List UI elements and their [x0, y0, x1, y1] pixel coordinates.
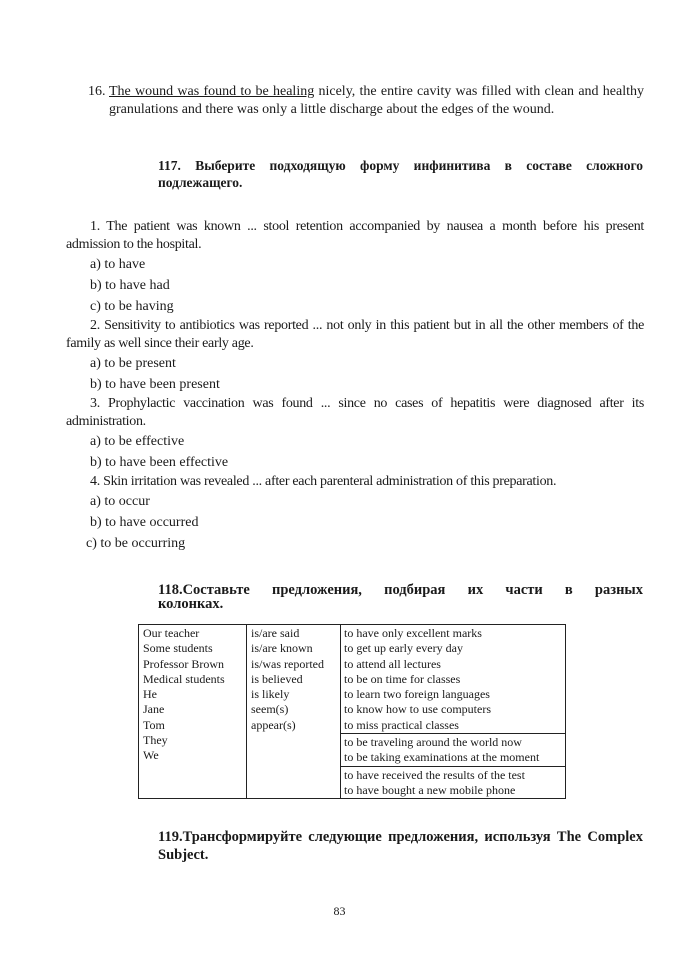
- item-16-number: 16.: [88, 84, 106, 99]
- question-3: 3. Prophylactic vaccination was found ... since no cases of hepatitis were diagnosed after its administration.: [66, 396, 644, 429]
- exercise-119-heading: 119.Трансформируйте следующие предложения, используя The Complex Subject.: [158, 829, 643, 863]
- question-3-option-b: b) to have been effective: [90, 455, 229, 470]
- question-1: 1. The patient was known ... stool retention accompanied by nausea a month before his present admission to the hospital.: [66, 219, 644, 252]
- infinitive-item: to learn two foreign languages: [344, 687, 490, 702]
- question-2-option-b: b) to have been present: [90, 377, 220, 392]
- infinitive-item: to know how to use computers: [344, 702, 491, 717]
- verb-item: appear(s): [251, 717, 296, 732]
- question-3-option-a: a) to be effective: [90, 434, 185, 449]
- infinitive-item: to have only excellent marks: [344, 626, 482, 640]
- question-4-option-c: c) to be occurring: [86, 536, 186, 551]
- item-16-text: [109, 83, 644, 119]
- subjects-column: [139, 625, 247, 799]
- infinitive-group: [341, 767, 565, 799]
- subject-item: Some students: [143, 641, 213, 656]
- item-16-underlined-phrase: The wound was found to be healing: [109, 84, 315, 99]
- exercise-117-questions: [66, 218, 644, 554]
- item-16: [88, 83, 644, 119]
- question-2-option-a: a) to be present: [90, 356, 176, 371]
- subject-item: We: [143, 748, 159, 763]
- subject-item: Jane: [143, 702, 165, 717]
- verb-item: seem(s): [251, 702, 289, 717]
- subject-item: Medical students: [143, 671, 225, 686]
- infinitive-item: to have bought a new mobile phone: [344, 782, 516, 797]
- question-4-option-b: b) to have occurred: [90, 515, 199, 530]
- question-4-option-a: a) to occur: [90, 494, 150, 509]
- subject-item: He: [143, 687, 157, 702]
- infinitive-item: to miss practical classes: [344, 717, 459, 732]
- infinitive-item: to be taking examinations at the moment: [344, 750, 540, 765]
- infinitive-group: [341, 734, 565, 767]
- infinitive-item: to get up early every day: [344, 641, 463, 656]
- question-2: 2. Sensitivity to antibiotics was reported ... not only in this patient but in all the other members of the family as well since their early age.: [66, 318, 644, 351]
- page-number: 83: [333, 904, 346, 918]
- verb-item: is/are known: [251, 641, 313, 656]
- exercise-117-heading: 117. Выберите подходящую форму инфинитива в составе сложного подлежащего.: [158, 158, 643, 190]
- subject-item: Professor Brown: [143, 656, 224, 671]
- subject-item: They: [143, 733, 168, 748]
- infinitive-item: to be on time for classes: [344, 671, 461, 686]
- verb-item: is believed: [251, 671, 303, 686]
- table-row: [139, 625, 566, 799]
- infinitive-item: to have received the results of the test: [344, 767, 525, 782]
- subject-item: Our teacher: [143, 626, 200, 640]
- infinitives-column: [341, 625, 566, 799]
- verbs-column: [247, 625, 341, 799]
- matching-table: [138, 624, 566, 799]
- item-16-rest: nicely, the entire cavity was filled with clean and healthy granulations and there was only a little discharge about the edges of the wound.: [109, 84, 645, 117]
- verb-item: is likely: [251, 687, 290, 702]
- infinitive-item: to be traveling around the world now: [344, 735, 522, 750]
- question-1-option-b: b) to have had: [90, 278, 170, 293]
- exercise-118-heading-text: 118.Составьте предложения, подбирая их части в разных колонках.: [158, 582, 643, 612]
- infinitive-item: to attend all lectures: [344, 656, 441, 671]
- verb-item: is/are said: [251, 626, 300, 640]
- exercise-118-heading: [158, 583, 643, 611]
- infinitive-group: [341, 625, 565, 734]
- verb-item: is/was reported: [251, 656, 324, 671]
- subject-item: Tom: [143, 717, 165, 732]
- question-4: 4. Skin irritation was revealed ... after each parenteral administration of this preparation.: [90, 474, 557, 489]
- question-1-option-c: c) to be having: [90, 299, 174, 314]
- question-1-option-a: a) to have: [90, 257, 146, 272]
